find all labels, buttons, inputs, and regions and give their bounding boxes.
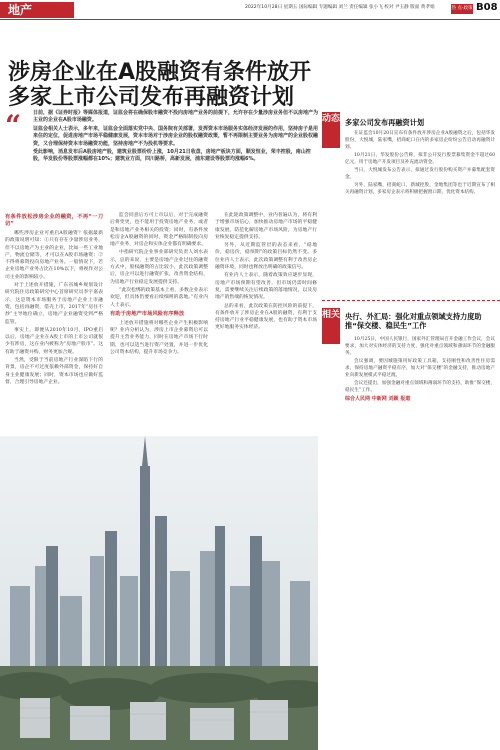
sidebar-item2-body (345, 336, 495, 404)
sidebar-item1-body (345, 130, 495, 197)
issue-meta: 2022年10月28日 星期五 国际编辑 专题编辑 刘兰 责任编辑 张小飞 校对 尹玉静 版面 黄孝娟 (245, 5, 435, 10)
headline-line-2: 多家上市公司发布再融资计划 (8, 85, 295, 110)
sidebar-label-text: 动态 (322, 114, 341, 124)
sidebar-paragraph: 10月21日，华发股份公告称，拟非公开发行股票募集资金不超过60亿元，用于房地产开发项目及补充流动资金。 (345, 153, 495, 165)
lead-paragraph: 日前，据《证券时报》等媒体报道，证监会将在确保股市融资不投向房地产业务的前提下，允许存在少量涉房业务但不以房地产为主业的企业在A股市场融资。 (33, 110, 319, 124)
page-number: B08 (476, 2, 498, 13)
sidebar-paragraph: 会议强调，要因城施策用好政策工具箱，支持刚性和改善性住房需求，保持房地产融资平稳有序，加大对“保交楼”的金融支持，推动房地产业向新发展模式平稳过渡。 (345, 359, 495, 378)
section-tag: 地产 (0, 2, 74, 18)
page-header (0, 0, 500, 20)
article-column-2 (110, 212, 208, 357)
article-headline (8, 60, 492, 110)
sidebar-label-related (322, 308, 340, 344)
article-column-1 (5, 212, 103, 387)
byline: 综合人民网 中新网 刘颖 报道 (345, 396, 411, 402)
body-paragraph: 上述放开措施将对哪些企业产生积极影响呢？业内分析认为，涉房上市企业募资后可以提升主营业务能力，同时在房地产市场下行时期，也可以适当进行资产处置，并进一步优化公司资本结构，提升市场竞争力。 (110, 320, 208, 356)
body-paragraph: 监会同意后方可上市以后，对于完成融资后将变更，也不能用于投资房地产业务，或者是和房地产业务相关的投资；同时，有条件放松房企A股融资的同时，资金严格限制投向房地产业务，对房企和实体企业都有明确要求。 (110, 213, 208, 248)
body-paragraph: 哪些涉房企业可重启A股融资？依据最新的政策说明可知：①只有存在少量涉房业务，但不以房地产为主业的企业，比如一些工业地产，物流仓储等，才可以在A股市场融资；②不得将募资投向房地产业务。一般情况下，若企业房地产业务占比在10%以下，将视作对公司主业的影响较小。 (5, 231, 103, 280)
body-paragraph: 当然，受限于当前房地产行业深陷下行的背景，房企不可过度依赖外部资金，保持好自身主业健康发展；同时，资本市场也应做好监督，合理引导房地产企业。 (5, 358, 103, 385)
body-paragraph: 总的来看，此次政策在防控风险的前提下，有条件放开了涉房企业在A股的融资，有利于支持房地产行业平稳健康发展，也有助于资本市场更好地服务实体经济。 (215, 303, 317, 331)
sidebar-label-text: 相关 (322, 310, 341, 320)
sidebar-paragraph: 另外，陆家嘴，招商蛇口，新城控股，金地集团等也于近期宣布了相关再融资计划，多家房企表示将积极把握窗口期，优化资本结构。 (345, 183, 495, 195)
body-paragraph: 对于上述放开措施，广东省城乡规划设计研究院住房政策研究中心首席研究员李宇嘉表示，这是资本市场服务于房地产企业上市融资，包括再融资，借壳上市，2017年“房住不炒”主导地位确立，房地产企业融资受到严格监管。 (5, 283, 103, 325)
lead-paragraph: 受此影响，消息发布后A股房地产股，建筑业股票纷纷上涨，10月21日收盘，房地产板块方面，顺发恒业，荣丰控股，南山控股，华发股份等股票涨幅都在10%；建筑业方面，四川路桥，高新发展，浦东建设等股票均涨幅6%。 (33, 149, 311, 163)
section-subhead: 有助于房地产市场风险有序释放 (110, 310, 185, 317)
article-column-3 (215, 212, 317, 333)
body-paragraph: 在此轮政策调整中，业内普遍认为，将有利于增强市场信心，加快推动房地产市场的平稳健康发展，防范化解房地产市场风险，为房地产行业恢复稳定提供支持。 (215, 213, 317, 240)
lead-paragraph: 证监会相关人士表示，多年来，证监会全面落实党中央、国务院有关部署，发挥资本市场服务实体经济发展的作用，坚持房子是用来住的定位，促进房地产市场平稳健康发展，资本市场对于涉房企业的股权融资政策，暂不再限制主要业务为房地产的企业股权融资，又合理保持资本市场融资功能，坚持房地产不为投机等要求。 (33, 125, 319, 147)
sidebar-paragraph: 会议还提出，加强金融对重点领域和薄弱环节的支持，助推“保交楼，稳民生”工作。 (345, 381, 495, 393)
body-paragraph: 另外，从近期监管层的表态来看，“稳地价，稳房价，稳预期”的政策目标仍然不变。多位业内人士表示，此次政策调整有利于改善房企融资环境，同时也释放出明确的政策信号。 (215, 243, 317, 271)
body-paragraph: “此次松绑的政策基本上看，多数企业表示欢迎，但具体仍要看后续细则的落地。”有业内人士表示。 (110, 287, 208, 308)
body-paragraph: 事实上，即便从2010年10月，IPO重启以后，房地产企业在A股上市的上市公司就很少有涉房，这在业内被称为“房地产股市”。这有助于融资并购，财务更加合规。 (5, 327, 103, 355)
sidebar-item1-title: 多家公司发布再融资计划 (345, 118, 425, 127)
body-paragraph: 中指研究院企业事业部研究负责人刘水表示，总的来说，主要是房地产企业过往的融资方式中，股权融资的占比较小，此次政策调整后，房企可以进行融资扩张，改善资金结构，为房地产行业稳定发展提供支持。 (110, 250, 208, 285)
body-paragraph: 有业内人士表示，随着政策效应逐步显现，房地产市场预期有望改善，但市场仍需时间修复，需要继续关注后续政策的落地情况，以及房地产销售端的恢复情况。 (215, 273, 317, 301)
sidebar-label-dynamic (322, 112, 340, 148)
section-subhead: 有条件放松涉房企业的融资，不再“一刀切” (5, 214, 103, 227)
sidebar-paragraph: 10月25日，中国人民银行，国家外汇管理局召开金融工作会议，会议要求，加大对实体经济的支持力度，强化对重点领域和薄弱环节的金融服务。 (345, 337, 495, 356)
skyline-image (0, 436, 318, 750)
sidebar-paragraph: 当日，大悦城发布公告表示，拟通过发行股份购买资产并募集配套资金。 (345, 168, 495, 180)
sidebar-item2-title: 央行、外汇局：强化对重点领域支持力度助推“保交楼、稳民生”工作 (345, 312, 482, 330)
headline-line-1: 涉房企业在A股融资有条件放开 (8, 60, 312, 85)
topic-badge: 热 点·政策 (451, 4, 473, 14)
sidebar-paragraph: 在证监会10月20日宣布有条件放开涉房企业A股融资之后，包括华发股份，大悦城，陆家嘴，招商蛇口在内的多家房企纷纷公告启动再融资计划。 (345, 131, 495, 150)
article-lead (5, 110, 320, 208)
sidebar-divider (322, 300, 500, 301)
city-skyline-photo (0, 436, 318, 750)
quote-mark-icon: “ (5, 109, 22, 142)
lead-text (33, 110, 318, 165)
